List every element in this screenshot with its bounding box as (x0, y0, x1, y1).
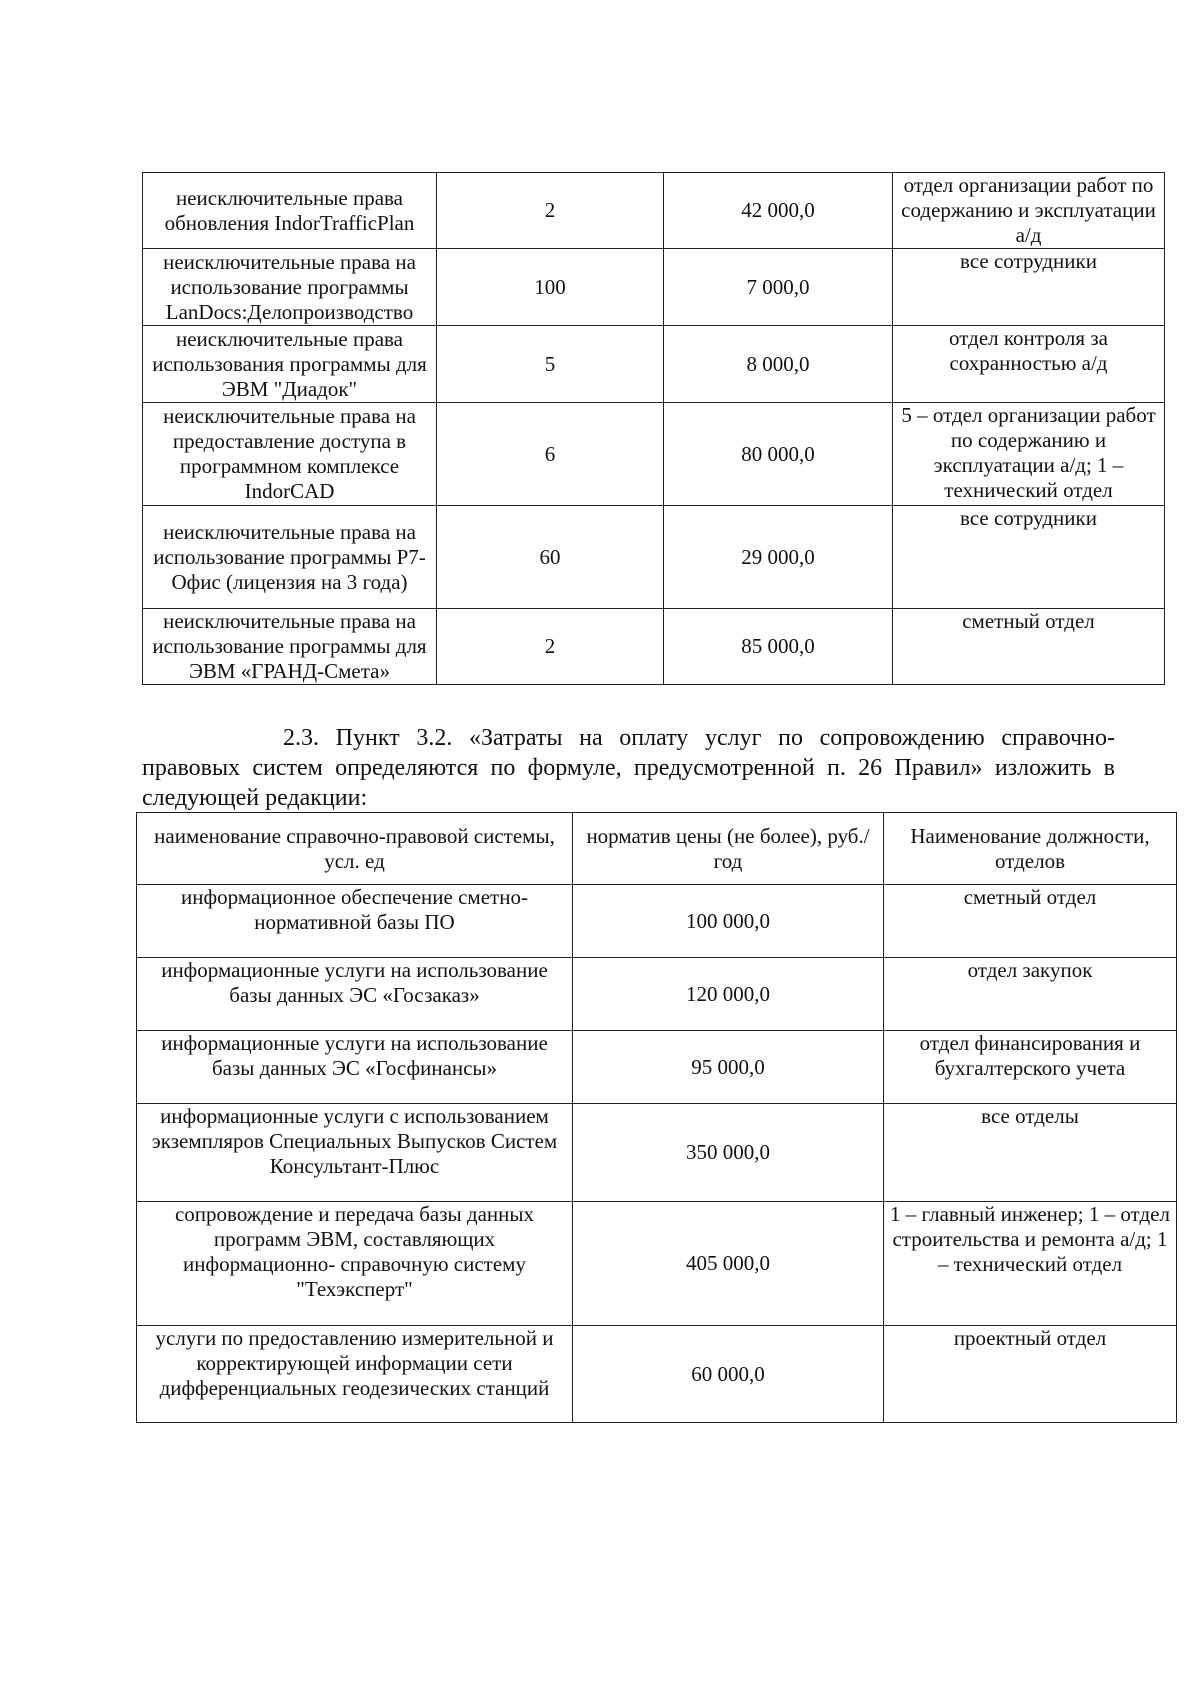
software-licenses-table (142, 172, 1165, 685)
department-cell: сметный отдел (893, 609, 1165, 685)
quantity-cell: 2 (437, 609, 664, 685)
header-price: норматив цены (не более), руб./год (573, 813, 884, 885)
system-name-cell: информационные услуги на использование базы данных ЭС «Госфинансы» (137, 1031, 573, 1104)
price-cell: 100 000,0 (573, 885, 884, 958)
table-row (143, 326, 1165, 403)
price-cell: 405 000,0 (573, 1202, 884, 1326)
department-cell: сметный отдел (884, 885, 1177, 958)
price-cell: 8 000,0 (664, 326, 893, 403)
table-row (137, 1326, 1177, 1423)
header-system-name: наименование справочно-правовой системы, усл. ед (137, 813, 573, 885)
amendment-paragraph (142, 723, 1115, 813)
price-cell: 95 000,0 (573, 1031, 884, 1104)
table-row (143, 506, 1165, 609)
department-cell: все сотрудники (893, 506, 1165, 609)
license-name-cell: неисключительные права на предоставление доступа в программном комплексе IndorCAD (143, 403, 437, 506)
quantity-cell: 2 (437, 173, 664, 249)
quantity-cell: 100 (437, 249, 664, 326)
table-row (137, 1031, 1177, 1104)
price-cell: 29 000,0 (664, 506, 893, 609)
table-row (143, 403, 1165, 506)
table-row (137, 1202, 1177, 1326)
legal-reference-systems-table (136, 812, 1177, 1423)
table-header-row (137, 813, 1177, 885)
table-row (137, 1104, 1177, 1202)
department-cell: 5 – отдел организации работ по содержанию и эксплуатации а/д; 1 – технический отдел (893, 403, 1165, 506)
table-row (137, 885, 1177, 958)
paragraph-line: правовых систем определяются по формуле, предусмотренной п. 26 Правил» изложить в (142, 755, 1115, 781)
table-row (143, 173, 1165, 249)
paragraph-line: 2.3. Пункт 3.2. «Затраты на оплату услуг по сопровождению справочно- (283, 725, 1115, 751)
quantity-cell: 5 (437, 326, 664, 403)
license-name-cell: неисключительные права на использование программы LanDocs:Делопроизводство (143, 249, 437, 326)
table-row (143, 609, 1165, 685)
price-cell: 80 000,0 (664, 403, 893, 506)
department-cell: 1 – главный инженер; 1 – отдел строительства и ремонта а/д; 1 – технический отдел (884, 1202, 1177, 1326)
department-cell: все сотрудники (893, 249, 1165, 326)
price-cell: 60 000,0 (573, 1326, 884, 1423)
license-name-cell: неисключительные права на использование программы для ЭВМ «ГРАНД-Смета» (143, 609, 437, 685)
price-cell: 120 000,0 (573, 958, 884, 1031)
quantity-cell: 60 (437, 506, 664, 609)
price-cell: 85 000,0 (664, 609, 893, 685)
quantity-cell: 6 (437, 403, 664, 506)
paragraph-line: следующей редакции: (142, 785, 368, 811)
department-cell: отдел контроля за сохранностью а/д (893, 326, 1165, 403)
price-cell: 42 000,0 (664, 173, 893, 249)
department-cell: отдел организации работ по содержанию и эксплуатации а/д (893, 173, 1165, 249)
system-name-cell: услуги по предоставлению измерительной и корректирующей информации сети дифференциальных геодезических станций (137, 1326, 573, 1423)
license-name-cell: неисключительные права использования программы для ЭВМ "Диадок" (143, 326, 437, 403)
system-name-cell: информационное обеспечение сметно-нормативной базы ПО (137, 885, 573, 958)
system-name-cell: информационные услуги на использование базы данных ЭС «Госзаказ» (137, 958, 573, 1031)
department-cell: все отделы (884, 1104, 1177, 1202)
price-cell: 350 000,0 (573, 1104, 884, 1202)
department-cell: отдел финансирования и бухгалтерского учета (884, 1031, 1177, 1104)
table-row (137, 958, 1177, 1031)
license-name-cell: неисключительные права обновления IndorTrafficPlan (143, 173, 437, 249)
price-cell: 7 000,0 (664, 249, 893, 326)
department-cell: отдел закупок (884, 958, 1177, 1031)
department-cell: проектный отдел (884, 1326, 1177, 1423)
system-name-cell: сопровождение и передача базы данных программ ЭВМ, составляющих информационно- справочную систему "Техэксперт" (137, 1202, 573, 1326)
license-name-cell: неисключительные права на использование программы Р7-Офис (лицензия на 3 года) (143, 506, 437, 609)
system-name-cell: информационные услуги с использованием экземпляров Специальных Выпусков Систем Консультант-Плюс (137, 1104, 573, 1202)
table-row (143, 249, 1165, 326)
header-department: Наименование должности, отделов (884, 813, 1177, 885)
